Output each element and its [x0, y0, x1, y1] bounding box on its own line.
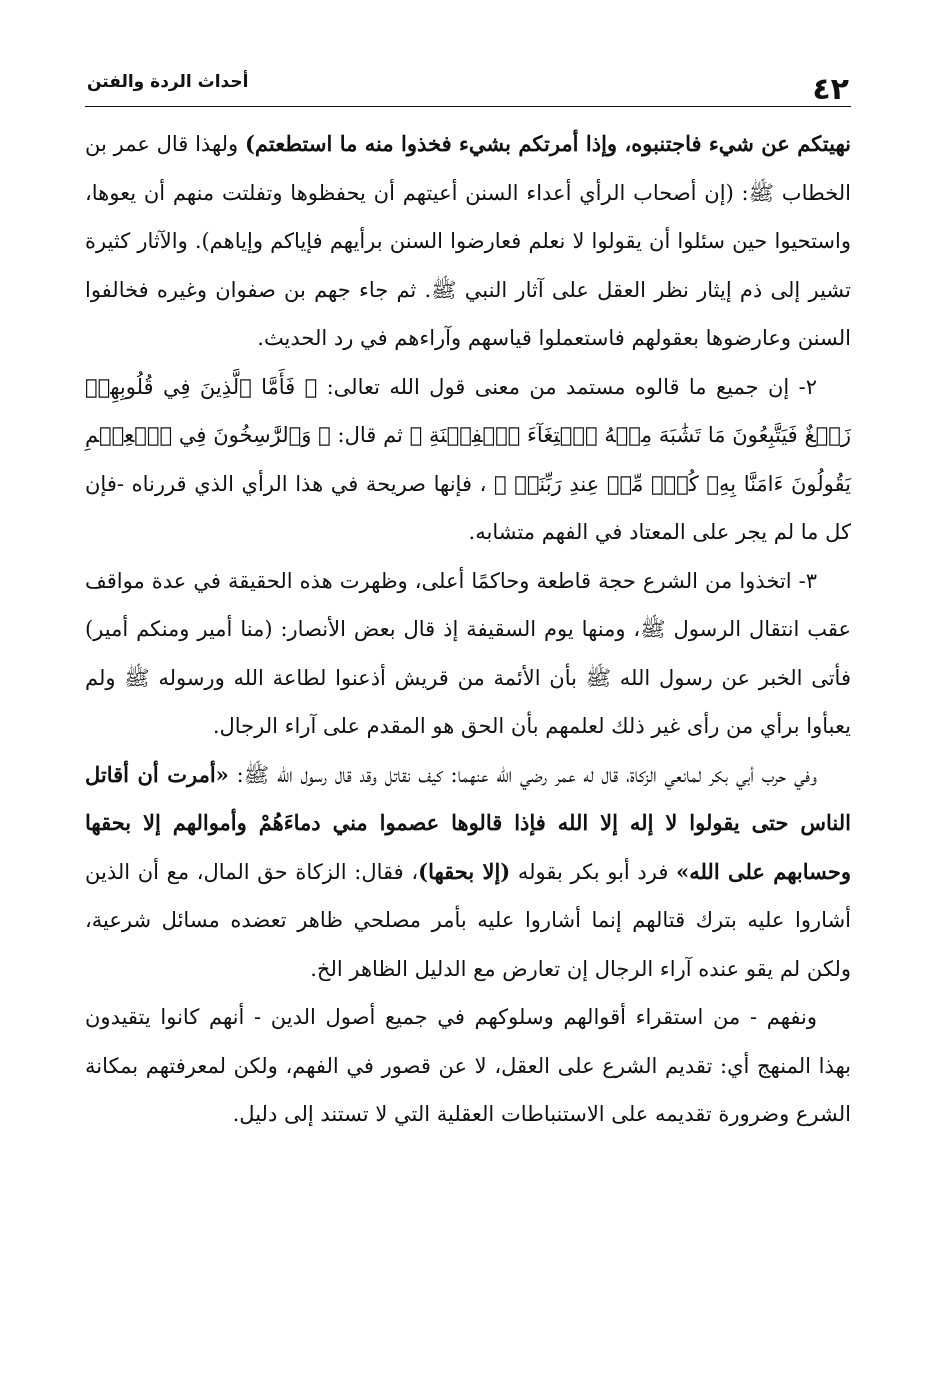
paragraph-4 — [85, 751, 851, 994]
page-header — [85, 66, 851, 107]
paragraph-text: وفي حرب أبي بكر لمانعي الزكاة، قال له عمر رضي الله عنهما: كيف نقاتل وقد قال رسول الله ﷺ: — [228, 762, 817, 787]
paragraph-text: ٣- اتخذوا من الشرع حجة قاطعة وحاكمًا أعلى، وظهرت هذه الحقيقة في عدة مواقف عقب انتقال الرسول ﷺ، ومنها يوم السقيفة إذ قال بعض الأنصار: (منا أمير ومنكم أمير) فأتى الخبر عن رسول الله ﷺ بأن الأئمة من قريش أذعنوا لطاعة الله ورسوله ﷺ ولم يعبأوا برأي من رأى غير ذلك لعلمهم بأن الحق هو المقدم على آراء الرجال. — [85, 568, 851, 738]
paragraph-2 — [85, 363, 851, 557]
hadith-text: نهيتكم عن شيء فاجتنبوه، وإذا أمرتكم بشيء فخذوا منه ما استطعتم) — [244, 131, 852, 156]
paragraph-text: فرد أبو بكر بقوله — [510, 859, 677, 884]
paragraph-text: ونفهم - من استقراء أقوالهم وسلوكهم في جميع أصول الدين - أنهم كانوا يتقيدون بهذا المنهج أي: تقديم الشرع على العقل، لا عن قصور في الفهم، ولكن لمعرفتهم بمكانة الشرع وضرورة تقديمه على الاستنباطات العقلية التي لا تستند إلى دليل. — [85, 1005, 851, 1126]
body-text — [85, 120, 851, 1139]
hadith-quote: (إلا بحقها) — [418, 858, 511, 884]
hadith-text: «أمرت أن أقاتل الناس حتى يقولوا لا إله إلا الله فإذا قالوها عصموا مني دماءَهُمْ وأموالهم إلا بحقها وحسابهم على الله» — [85, 761, 851, 884]
paragraph-3 — [85, 557, 851, 751]
paragraph-text: ٢- إن جميع ما قالوه مستمد من معنى قول الله تعالى: ﴿ فَأَمَّا ٱلَّذِينَ فِي قُلُوبِهِمۡ زَيۡغٌ فَيَتَّبِعُونَ مَا تَشَٰبَهَ مِنۡهُ ٱبۡتِغَآءَ ٱلۡفِتۡنَةِ ﴾ ثم قال: ﴿ وَٱلرَّٰسِخُونَ فِي ٱلۡعِلۡمِ يَقُولُونَ ءَامَنَّا بِهِۦ كُلّٞ مِّنۡ عِندِ رَبِّنَاۗ ﴾ ، فإنها صريحة في هذا الرأي الذي قررناه -فإن كل ما لم يجر على المعتاد في الفهم متشابه. — [85, 374, 851, 544]
paragraph-text: ولهذا قال عمر بن الخطاب ﷺ: (إن أصحاب الرأي أعداء السنن أعيتهم أن يحفظوها وتفلتت منهم أن يعوها، واستحيوا حين سئلوا أن يقولوا لا نعلم فعارضوا السنن برأيهم فإياكم وإياهم). والآثار كثيرة تشير إلى ذم إيثار نظر العقل على آثار النبي ﷺ. ثم جاء جهم بن صفوان وغيره فخالفوا السنن وعارضوها بعقولهم فاستعملوا قياسهم وآراءهم في رد الحديث. — [85, 132, 851, 350]
paragraph-5 — [85, 993, 851, 1139]
page-number: ٤٢ — [812, 72, 849, 107]
running-title: أحداث الردة والفتن — [87, 72, 249, 92]
paragraph-1 — [85, 120, 851, 363]
paragraph-text: ، فقال: الزكاة حق المال، مع أن الذين أشاروا عليه بترك قتالهم إنما أشاروا عليه بأمر مصلحي ظاهر تعضده مسائل شرعية، ولكن لم يقو عنده آراء الرجال إن تعارض مع الدليل الظاهر الخ. — [85, 859, 851, 981]
